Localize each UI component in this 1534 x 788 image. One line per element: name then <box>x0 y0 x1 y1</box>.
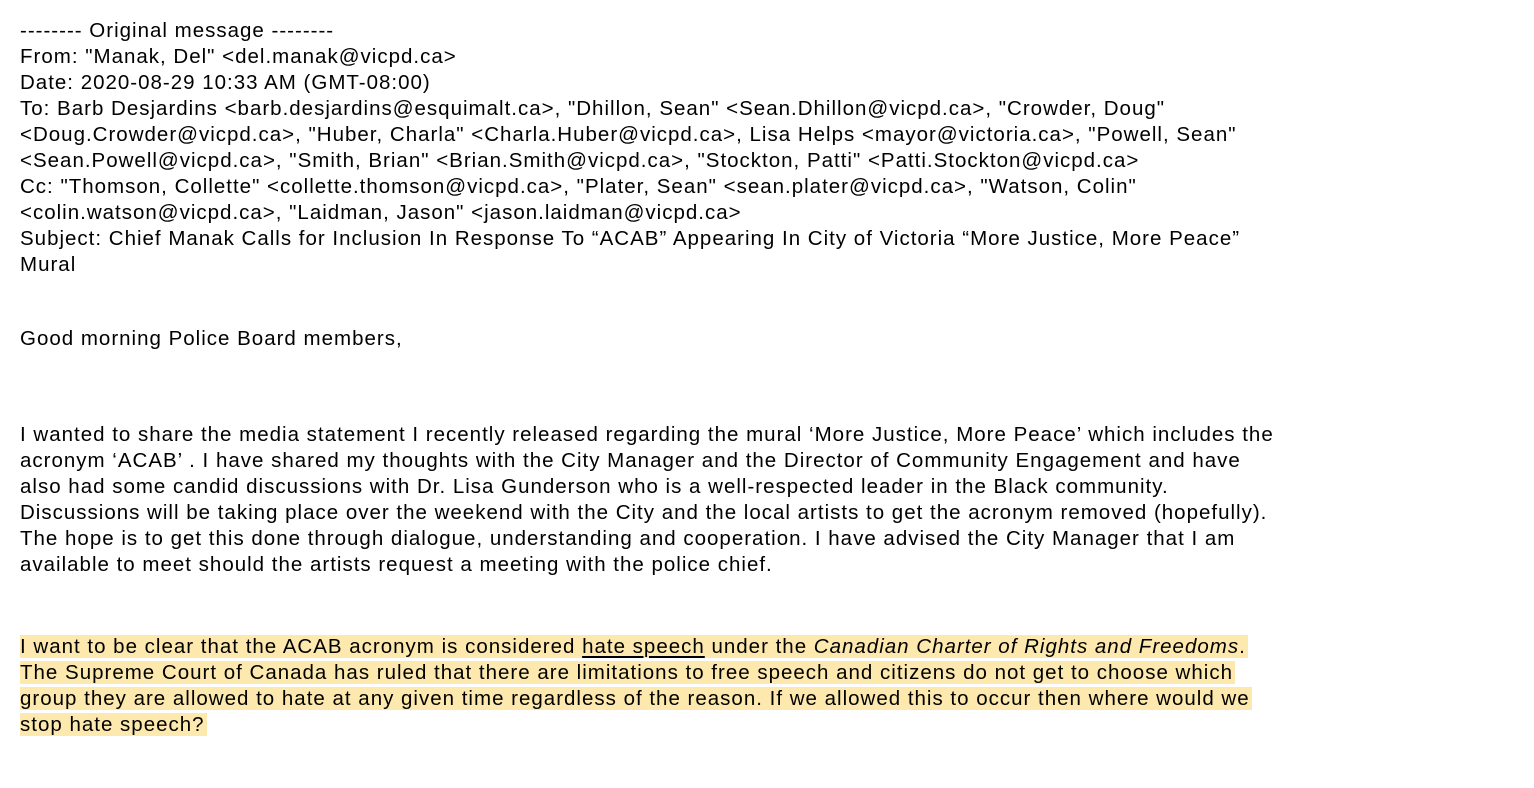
to-field-line: To: Barb Desjardins <barb.desjardins@esquimalt.ca>, "Dhillon, Sean" <Sean.Dhillon@vicpd.ca>, "Crowder, Doug" <box>20 97 1166 120</box>
cc-field-line: <colin.watson@vicpd.ca>, "Laidman, Jason" <jason.laidman@vicpd.ca> <box>20 201 742 224</box>
paragraph-line: available to meet should the artists request a meeting with the police chief. <box>20 553 773 576</box>
spacer <box>20 278 1520 326</box>
highlight-span: group they are allowed to hate at any given time regardless of the reason. If we allowed this to occur then where would we <box>20 687 1250 710</box>
paragraph-hate-speech-highlighted <box>20 634 1520 738</box>
text-segment: I want to be clear that the ACAB acronym is considered <box>20 635 583 658</box>
email-header <box>20 18 1520 278</box>
greeting: Good morning Police Board members, <box>20 327 403 350</box>
original-message-divider: -------- Original message -------- <box>20 19 335 42</box>
spacer <box>20 352 1520 422</box>
highlight-span: stop hate speech? <box>20 713 205 736</box>
to-field-line: <Sean.Powell@vicpd.ca>, "Smith, Brian" <Brian.Smith@vicpd.ca>, "Stockton, Patti" <Patti.Stockton@vicpd.ca> <box>20 149 1140 172</box>
italic-charter-title: Canadian Charter of Rights and Freedoms <box>813 635 1240 658</box>
from-field: From: "Manak, Del" <del.manak@vicpd.ca> <box>20 45 457 68</box>
highlight-span: The Supreme Court of Canada has ruled that there are limitations to free speech and citizens do not get to choose which <box>20 661 1233 684</box>
paragraph-media-statement <box>20 422 1520 578</box>
paragraph-line: The hope is to get this done through dialogue, understanding and cooperation. I have advised the City Manager that I am <box>20 527 1236 550</box>
spacer <box>20 578 1520 634</box>
subject-field-line: Subject: Chief Manak Calls for Inclusion In Response To “ACAB” Appearing In City of Victoria “More Justice, More Peace” <box>20 227 1241 250</box>
subject-field-line: Mural <box>20 253 77 276</box>
to-field-line: <Doug.Crowder@vicpd.ca>, "Huber, Charla" <Charla.Huber@vicpd.ca>, Lisa Helps <mayor@victoria.ca>, "Powell, Sean" <box>20 123 1237 146</box>
underlined-hate-speech: hate speech <box>582 635 705 658</box>
text-segment: under the <box>704 635 814 658</box>
paragraph-line: acronym ‘ACAB’ . I have shared my thoughts with the City Manager and the Director of Community Engagement and have <box>20 449 1241 472</box>
highlighted-line <box>20 712 1520 738</box>
highlighted-line <box>20 634 1520 660</box>
paragraph-line: Discussions will be taking place over the weekend with the City and the local artists to get the acronym removed (hopefully). <box>20 501 1268 524</box>
email-document <box>20 18 1520 738</box>
date-field: Date: 2020-08-29 10:33 AM (GMT-08:00) <box>20 71 431 94</box>
highlight-span <box>20 635 1248 658</box>
paragraph-line: also had some candid discussions with Dr. Lisa Gunderson who is a well-respected leader in the Black community. <box>20 475 1169 498</box>
paragraph-line: I wanted to share the media statement I recently released regarding the mural ‘More Justice, More Peace’ which includes the <box>20 423 1274 446</box>
highlighted-line <box>20 686 1520 712</box>
text-segment: . <box>1239 635 1246 658</box>
cc-field-line: Cc: "Thomson, Collette" <collette.thomson@vicpd.ca>, "Plater, Sean" <sean.plater@vicpd.ca>, "Watson, Colin" <box>20 175 1137 198</box>
highlighted-line <box>20 660 1520 686</box>
